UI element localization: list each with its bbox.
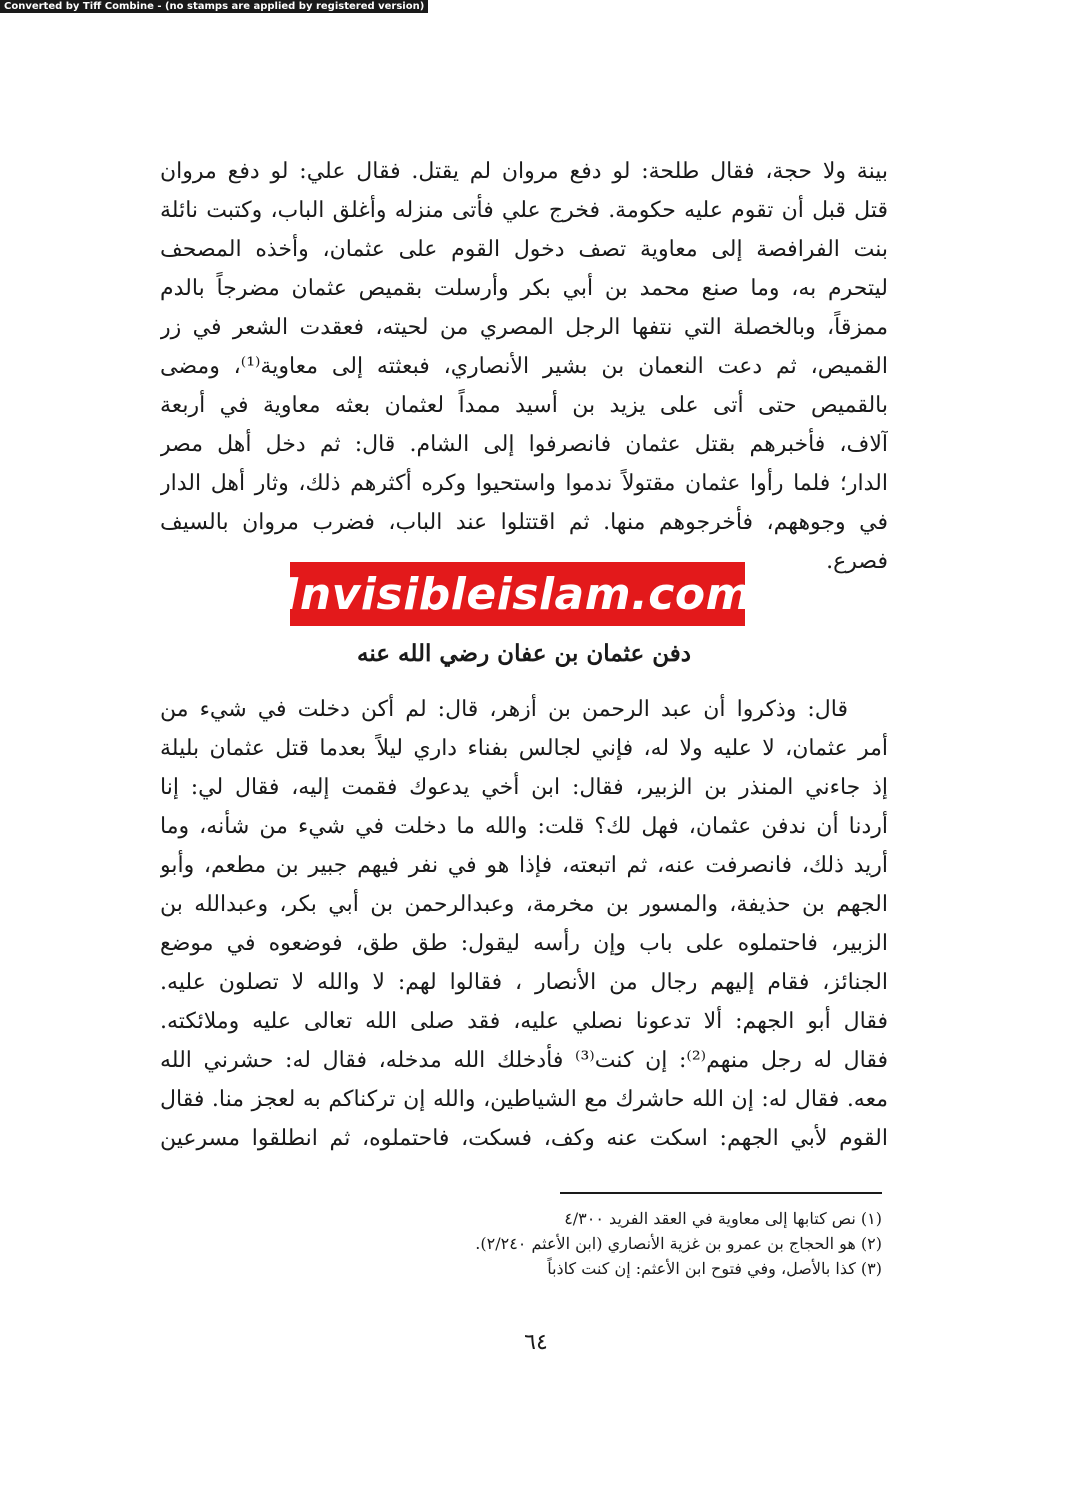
footnote-divider [560,1192,882,1194]
page-number: ٦٤ [524,1330,548,1355]
text-line: إذ جاءني المنذر بن الزبير، فقال: ابن أخي يدعوك فقمت إليه، فقال لي: إنا [160,775,888,800]
section-heading: دفن عثمان بن عفان رضي الله عنه [357,640,691,667]
footnote: (١) نص كتابها إلى معاوية في العقد الفريد ٤/٣٠٠ [564,1209,882,1228]
text-line: في وجوههم، فأخرجوهم منها. ثم اقتتلوا عند الباب، فضرب مروان بالسيف [160,510,888,535]
text-line: فقال أبو الجهم: ألا تدعونا نصلي عليه، فقد صلى الله تعالى عليه وملائكته. [160,1009,888,1034]
text-line: أمر عثمان، لا عليه ولا له، فإني لجالس بفناء داري ليلاً بعدما قتل عثمان بليلة [160,736,888,761]
footnotes [160,1206,882,1281]
watermark-text: Invisibleislam.com [283,568,752,620]
text-line: فقال له رجل منهم⁽²⁾: إن كنت⁽³⁾ فأدخلك الله مدخله، فقال له: حشرني الله [160,1048,888,1073]
text-line: الجهم بن حذيفة، والمسور بن مخرمة، وعبدالرحمن بن أبي بكر، وعبدالله بن [160,892,888,917]
text-line: ممزقاً، وبالخصلة التي نتفها الرجل المصري من لحيته، فعقدت الشعر في زر [160,315,888,340]
text-line: قتل قبل أن تقوم عليه حكومة. فخرج علي فأتى منزله وأغلق الباب، وكتبت نائلة [160,198,888,223]
text-line: معه. فقال له: إن الله حاشرك مع الشياطين، والله إن تركناكم به لعجز منا. فقال [160,1087,888,1112]
text-line: قال: وذكروا أن عبد الرحمن بن أزهر، قال: لم أكن دخلت في شيء من [160,697,848,722]
text-line: القوم لأبي الجهم: اسكت عنه وكف، فسكت، فاحتملوه، ثم انطلقوا مسرعين [160,1126,888,1151]
paragraph-1 [160,152,888,581]
text-line: أريد ذلك، فانصرفت عنه، ثم اتبعته، فإذا هو في نفر فيهم جبير بن مطعم، وأبو [160,853,888,878]
watermark-logo [283,562,752,626]
text-line: الزبير، فاحتملوه على باب وإن رأسه ليقول: طق طق، فوضعوه في موضع [160,931,888,956]
text-line: آلاف، فأخبرهم بقتل عثمان فانصرفوا إلى الشام. قال: ثم دخل أهل مصر [160,432,888,457]
footnote: (٢) هو الحجاج بن عمرو بن غزية الأنصاري (ابن الأعثم ٢/٢٤٠). [475,1234,882,1253]
text-line: فصرع. [826,549,888,574]
converter-banner: Converted by Tiff Combine - (no stamps are applied by registered version) [0,0,428,13]
text-line: ليتحرم به، وما صنع محمد بن أبي بكر وأرسلت بقميص عثمان مضرجاً بالدم [160,276,888,301]
text-line: الجنائز، فقام إليهم رجال من الأنصار ، فقالوا لهم: لا والله لا تصلون عليه. [160,970,888,995]
paragraph-2 [160,690,888,1158]
text-line: بنت الفرافصة إلى معاوية تصف دخول القوم على عثمان، وأخذه المصحف [160,237,888,262]
text-line: القميص، ثم دعت النعمان بن بشير الأنصاري، فبعثته إلى معاوية⁽¹⁾، ومضى [160,354,888,379]
text-line: بالقميص حتى أتى على يزيد بن أسيد ممداً لعثمان بعثه معاوية في أربعة [160,393,888,418]
text-line: أردنا أن ندفن عثمان، فهل لك؟ قلت: والله ما دخلت في شيء من شأنه، وما [160,814,888,839]
text-line: الدار؛ فلما رأوا عثمان مقتولاً ندموا واستحيوا وكره أكثرهم ذلك، وثار أهل الدار [160,471,888,496]
text-line: بينة ولا حجة، فقال طلحة: لو دفع مروان لم يقتل. فقال علي: لو دفع مروان [160,159,888,184]
footnote: (٣) كذا بالأصل، وفي فتوح ابن الأعثم: إن كنت كاذباً [547,1259,882,1278]
